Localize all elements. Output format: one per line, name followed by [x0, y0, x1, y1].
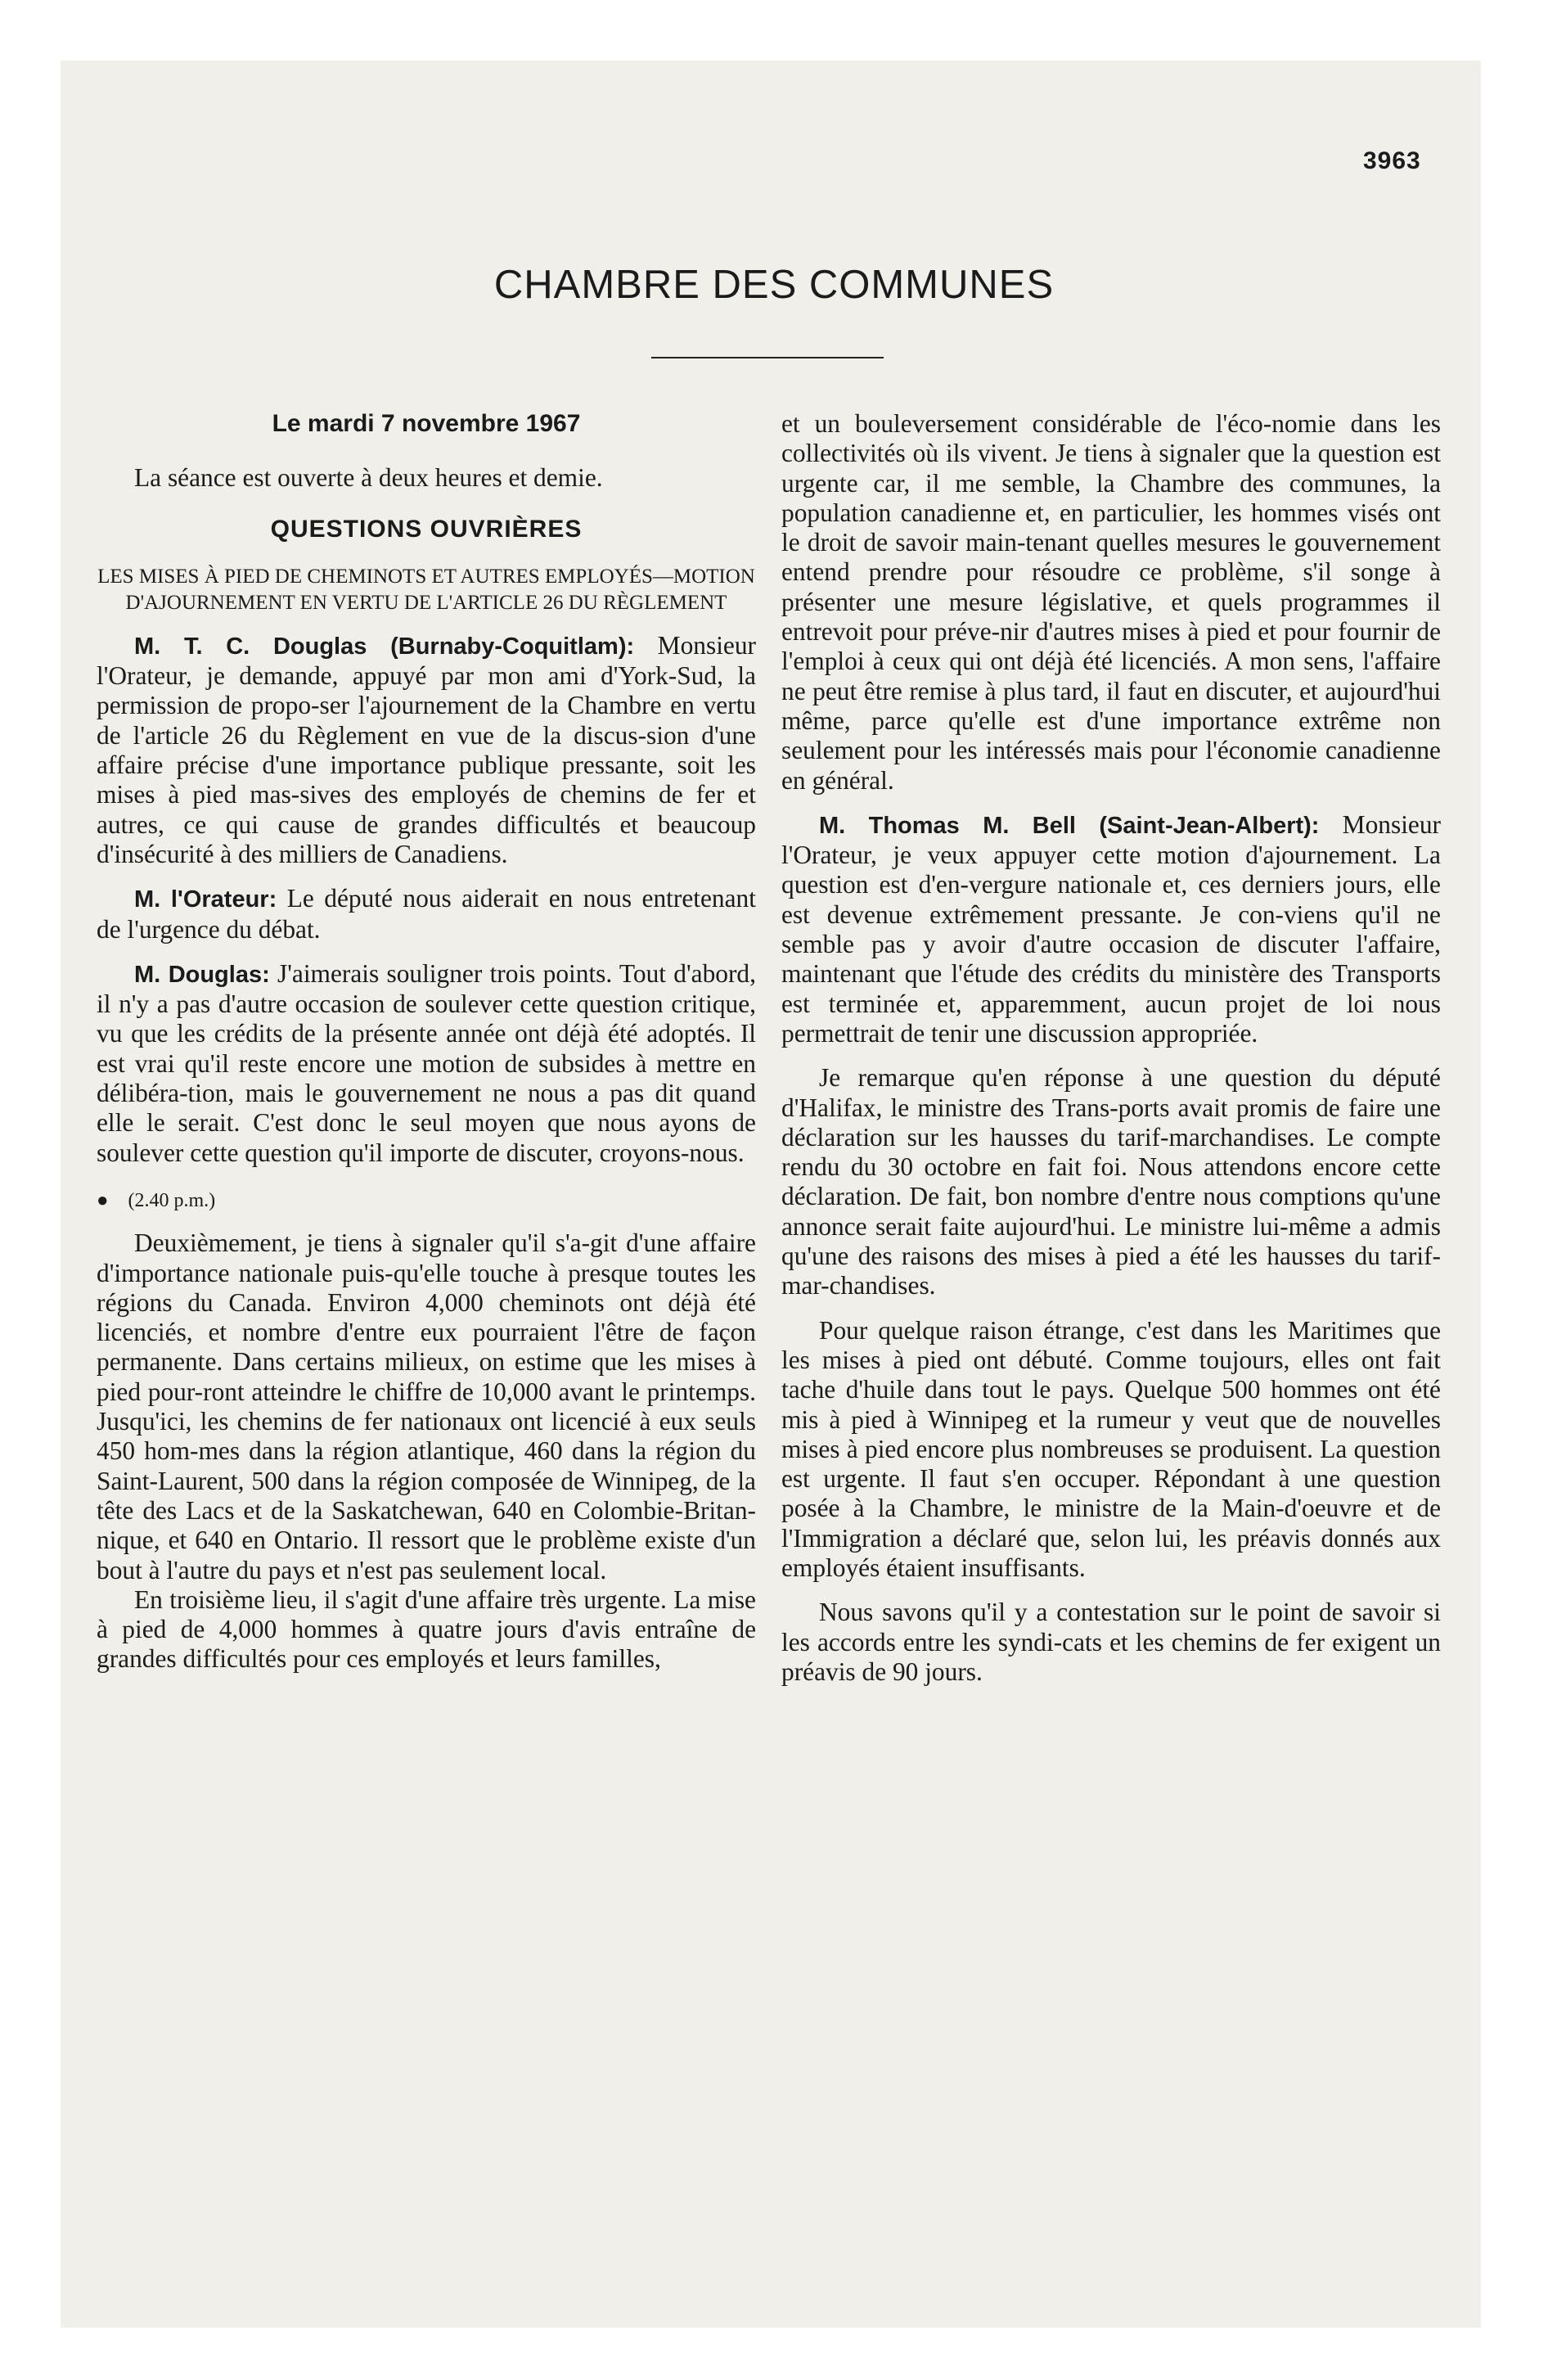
bullet-icon: ● [97, 1189, 109, 1211]
paragraph-text: J'aimerais souligner trois points. Tout d'abord, il n'y a pas d'autre occasion de soulever cette question critique, vu que les crédits de la présente année ont déjà été adoptés. Il est vrai qu'il reste encore une motion de subsides à mettre en délibéra-tion, mais le gouvernement ne nous a pas dit quand elle le serait. C'est donc le seul moyen que nous ayons de soulever cette question qu'il importe de discuter, croyons-nous. [97, 958, 756, 1167]
paragraph-text: Monsieur l'Orateur, je demande, appuyé par mon ami d'York-Sud, la permission de propo-ser l'ajournement de la Chambre en vertu de l'article 26 du Règlement en vue de la discus-sion d'une affaire précise d'une importance publique pressante, soit les mises à pied mas-sives des employés de chemins de fer et autres, ce qui cause de grandes difficultés et beaucoup d'insécurité à des milliers de Canadiens. [97, 630, 756, 868]
paragraph-second-point: Deuxièmement, je tiens à signaler qu'il s'a-git d'une affaire d'importance nationale puis-qu'elle touche à presque toutes les régions du Canada. Environ 4,000 cheminots ont déjà été licenciés, et nombre d'entre eux pourraient l'être de façon permanente. Dans certains milieux, on estime que les mises à pied pour-ront atteindre le chiffre de 10,000 avant le printemps. Jusqu'ici, les chemins de fer nationaux ont licencié à eux seuls 450 hom-mes dans la région atlantique, 460 dans la région du Saint-Laurent, 500 dans la région composée de Winnipeg, de la tête des Lacs et de la Saskatchewan, 640 en Colombie-Britan-nique, et 640 en Ontario. Il ressort que le problème existe d'un bout à l'autre du pays et n'est pas seulement local. [97, 1228, 756, 1584]
paragraph-text: Monsieur l'Orateur, je veux appuyer cette motion d'ajournement. La question est d'en-vergure nationale et, ces derniers jours, elle est devenue extrêmement pressante. Je con-viens qu'il ne semble pas y avoir d'autre occasion de discuter l'affaire, maintenant que l'étude des crédits du ministère des Transports est terminée et, apparemment, aucun projet de loi nous permettrait de tenir une discussion appropriée. [781, 809, 1441, 1048]
paragraph-douglas-motion [97, 631, 756, 869]
left-column [97, 409, 756, 1675]
paragraph-douglas-points [97, 959, 756, 1168]
sitting-date: Le mardi 7 novembre 1967 [272, 410, 581, 437]
title-rule [651, 357, 884, 358]
speaker-name: M. Douglas: [134, 961, 270, 988]
paragraph-bell [781, 810, 1441, 1048]
paragraph-continuation: et un bouleversement considérable de l'éco-nomie dans les collectivités où ils vivent. Je tiens à signaler que la question est urgente car, il me semble, la Chambre des communes, la population canadienne et, en particulier, les hommes visés ont le droit de savoir main-tenant quelles mesures le gouvernement entend prendre pour résoudre ce problème, s'il songe à présenter une mesure législative, et quels programmes il entrevoit pour préve-nir d'autres mises à pied et pour fournir de l'emploi à ceux qui ont déjà été licenciés. A mon sens, l'affaire ne peut être remise à plus tard, il faut en discuter, et aujourd'hui même, parce qu'elle est d'une importance extrême non seulement pour les intéressés mais pour l'économie canadienne en général. [781, 409, 1441, 795]
timestamp: (2.40 p.m.) [128, 1189, 216, 1211]
speaker-name: M. T. C. Douglas (Burnaby-Coquitlam): [134, 633, 635, 660]
speaker-name: M. Thomas M. Bell (Saint-Jean-Albert): [819, 812, 1320, 839]
paragraph-third-point: En troisième lieu, il s'agit d'une affaire très urgente. La mise à pied de 4,000 hommes à quatre jours d'avis entraîne de grandes difficultés pour ces employés et leurs familles, [97, 1584, 756, 1674]
page-number: 3963 [1363, 147, 1421, 174]
paragraph-text: Le député nous aiderait en nous entretenant de l'urgence du débat. [97, 884, 756, 944]
paragraph-maritimes: Pour quelque raison étrange, c'est dans les Maritimes que les mises à pied ont débuté. Comme toujours, elles ont fait tache d'huile dans tout le pays. Quelque 500 hommes ont été mis à pied à Winnipeg et la rumeur y veut que de nouvelles mises à pied encore plus nombreuses se produisent. La question est urgente. Il faut s'en occuper. Répondant à une question posée à la Chambre, le ministre de la Main-d'oeuvre et de l'Immigration a déclaré que, selon lui, les préavis donnés aux employés étaient insuffisants. [781, 1315, 1441, 1582]
speaker-name: M. l'Orateur: [134, 886, 277, 913]
subheading: LES MISES À PIED DE CHEMINOTS ET AUTRES EMPLOYÉS—MOTION D'AJOURNEMENT EN VERTU DE L'ARTICLE 26 DU RÈGLEMENT [97, 565, 755, 614]
right-column [781, 409, 1441, 1687]
paragraph-orateur [97, 884, 756, 944]
paragraph-preavis: Nous savons qu'il y a contestation sur le point de savoir si les accords entre les syndi-cats et les chemins de fer exigent un préavis de 90 jours. [781, 1598, 1441, 1686]
section-heading: QUESTIONS OUVRIÈRES [270, 515, 583, 543]
paragraph-halifax: Je remarque qu'en réponse à une question du député d'Halifax, le ministre des Trans-ports avait promis de faire une déclaration sur les hausses du tarif-marchandises. Le compte rendu du 30 octobre en fait foi. Nous attendons encore cette déclaration. De fait, bon nombre d'entre nous comptions qu'une annonce serait faite aujourd'hui. Le ministre lui-même a admis qu'une des raisons des mises à pied a été les hausses du tarif-mar-chandises. [781, 1063, 1441, 1300]
opening-paragraph: La séance est ouverte à deux heures et demie. [134, 463, 603, 493]
timestamp-line [97, 1186, 756, 1215]
page-title: CHAMBRE DES COMMUNES [493, 263, 1055, 307]
